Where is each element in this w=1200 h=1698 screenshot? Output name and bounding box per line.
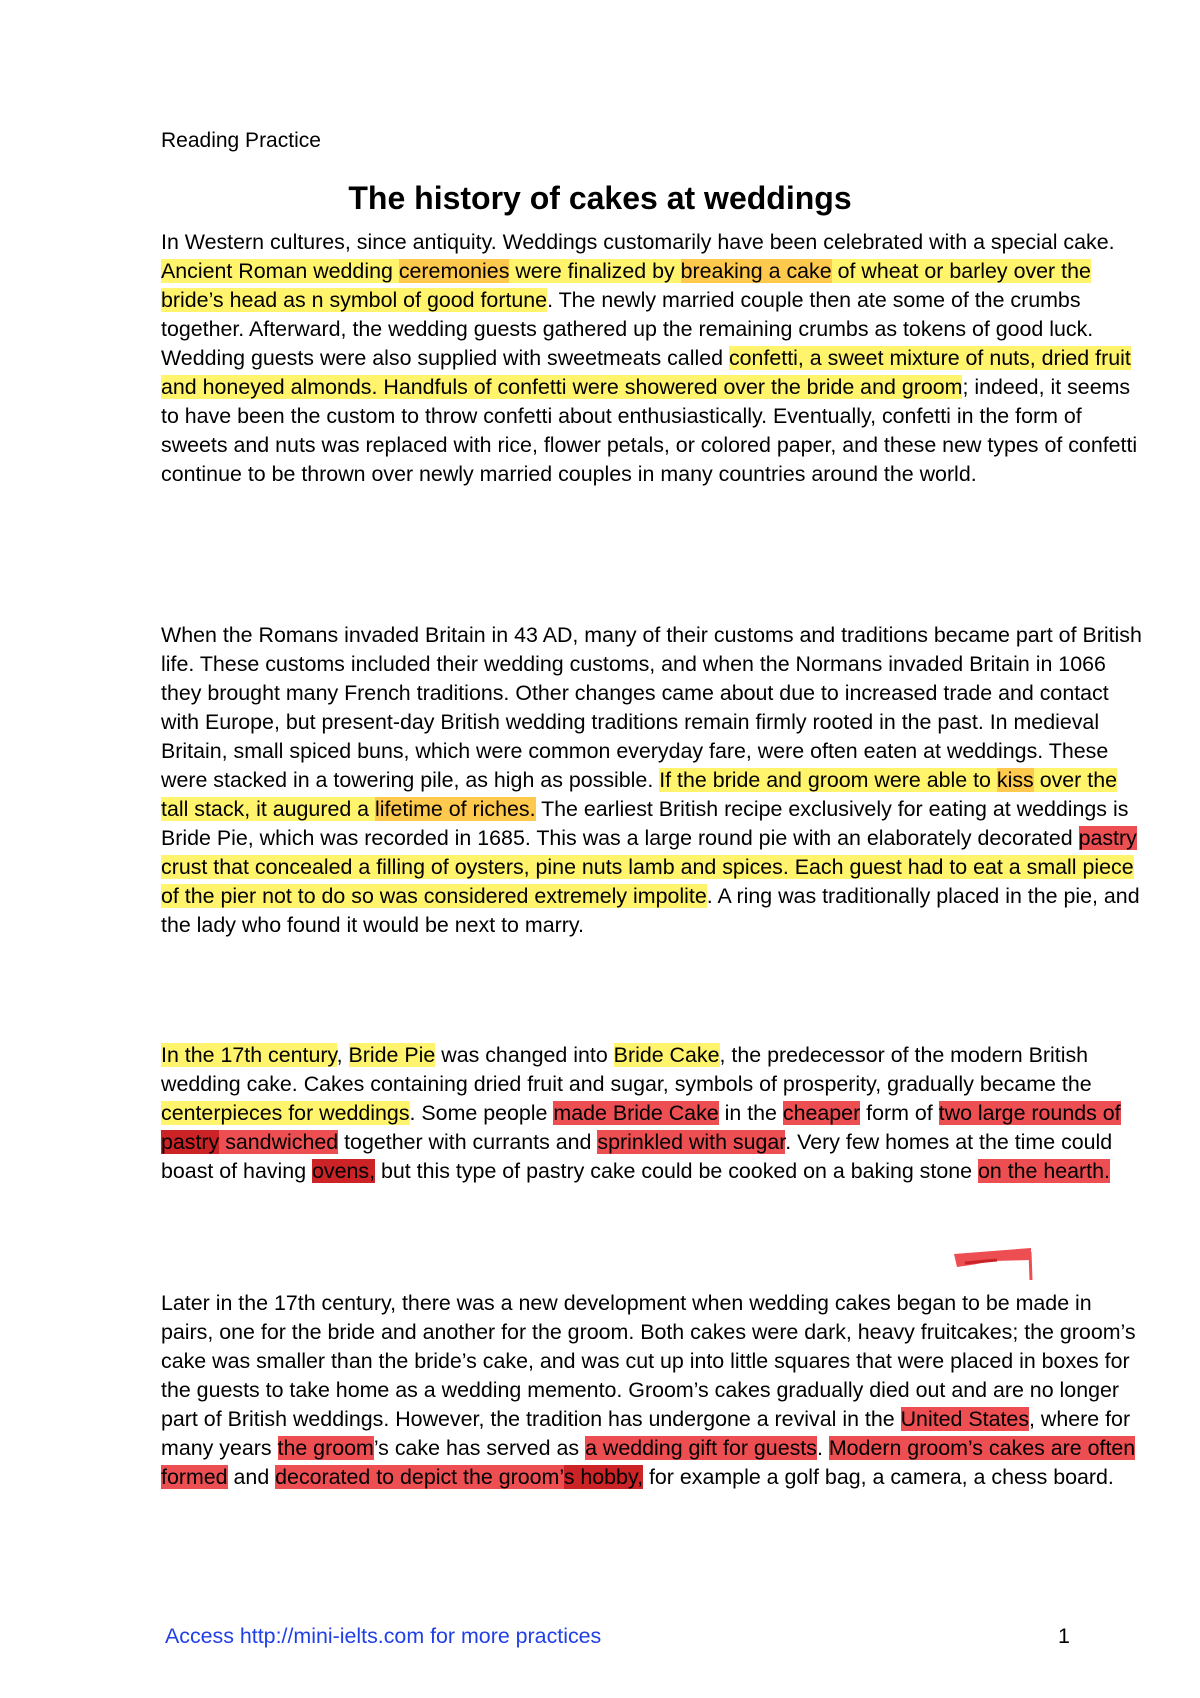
handwritten-red-mark bbox=[953, 1240, 1033, 1285]
text-run: . A ring was traditionally placed in the pie, and the lady who found it would be next to marry. bbox=[161, 884, 1140, 937]
highlight-red: a wedding gift for guests bbox=[585, 1436, 817, 1460]
paragraph-3 bbox=[161, 1041, 1146, 1186]
highlight-red: on the hearth. bbox=[977, 1159, 1110, 1183]
highlight-red: two large rounds of bbox=[938, 1101, 1121, 1125]
text-run: ; indeed, it seems to have been the custom to throw confetti about enthusiastically. Eventually, confetti in the form of sweets and nuts was replaced with rice, flower petals, or colored paper, and these new types of confetti continue to be thrown over newly married couples in many countries around the world. bbox=[161, 375, 1138, 486]
highlight-orange: ceremonies bbox=[398, 259, 510, 283]
text-run: and bbox=[227, 1465, 276, 1489]
highlight-red: the groom bbox=[277, 1436, 374, 1460]
highlight-yellow: Bride Pie bbox=[348, 1043, 436, 1067]
highlight-red: sprinkled with sugar bbox=[597, 1130, 786, 1154]
text-run: When the Romans invaded Britain in 43 AD, many of their customs and traditions became part of British life. These customs included their wedding customs, and when the Normans invaded Britain in 1066 they brought many French traditions. Other changes came about due to increased trade and contact with Europe, but present-day British wedding traditions remain firmly rooted in the past. In medieval Britain, small spiced buns, which were common everyday fare, were often eaten at weddings. These were stacked in a towering pile, as high as possible. bbox=[161, 623, 1142, 792]
highlight-red: decorated to depict the groom’ bbox=[275, 1465, 564, 1489]
text-run: form of bbox=[860, 1101, 939, 1125]
header-label: Reading Practice bbox=[161, 129, 321, 152]
text-run: The earliest British recipe exclusively for eating at weddings is Bride Pie, which was recorded in 1685. This was a large round pie with an elaborately decorated bbox=[161, 797, 1129, 850]
highlight-red: United States bbox=[900, 1407, 1030, 1431]
highlight-red: made Bride Cake bbox=[553, 1101, 719, 1125]
highlight-red: cheaper bbox=[782, 1101, 861, 1125]
text-run: was changed into bbox=[435, 1043, 614, 1067]
highlight-yellow: crust that concealed a filling of oysters, pine nuts lamb and spices. Each guest had to eat a small piece of the pier not to do so was considered extremely impolite bbox=[161, 855, 1134, 908]
paragraph-4 bbox=[161, 1289, 1146, 1492]
highlight-dark-red: ovens, bbox=[312, 1159, 376, 1183]
paragraph-2 bbox=[161, 621, 1146, 940]
highlight-red: Modern groom’s cakes are often formed bbox=[161, 1436, 1136, 1489]
page-title: The history of cakes at weddings bbox=[348, 180, 852, 216]
highlight-dark-red: s hobby, bbox=[563, 1465, 644, 1489]
highlight-orange: lifetime of riches. bbox=[375, 797, 536, 821]
text-run: , the predecessor of the modern British wedding cake. Cakes containing dried fruit and sugar, symbols of prosperity, gradually became the bbox=[161, 1043, 1092, 1096]
text-run: in the bbox=[718, 1101, 783, 1125]
highlight-dark-red: pastry bbox=[161, 1130, 220, 1154]
highlight-red: pastry bbox=[1078, 826, 1137, 850]
text-run: . The newly married couple then ate some of the crumbs together. Afterward, the wedding guests gathered up the remaining crumbs as tokens of good luck. Wedding guests were also supplied with sweetmeats called bbox=[161, 288, 1094, 370]
footer-link[interactable]: Access http://mini-ielts.com for more practices bbox=[165, 1624, 602, 1648]
page-number: 1 bbox=[1058, 1624, 1070, 1648]
highlight-yellow: confetti, a sweet mixture of nuts, dried fruit and honeyed almonds. Handfuls of confetti were showered over the bride and groom bbox=[161, 346, 1131, 399]
text-run: . bbox=[816, 1436, 829, 1460]
text-run: but this type of pastry cake could be cooked on a baking stone bbox=[375, 1159, 978, 1183]
text-run: for example a golf bag, a camera, a chess board. bbox=[643, 1465, 1114, 1489]
text-run: , bbox=[336, 1043, 349, 1067]
text-run: In Western cultures, since antiquity. Weddings customarily have been celebrated with a special cake. bbox=[161, 230, 1115, 254]
highlight-orange: breaking a cake bbox=[680, 259, 832, 283]
paragraph-1 bbox=[161, 228, 1146, 489]
highlight-yellow: centerpieces for weddings bbox=[161, 1101, 410, 1125]
highlight-orange: kiss bbox=[996, 768, 1034, 792]
text-run: . Some people bbox=[409, 1101, 554, 1125]
highlight-yellow: over the tall stack, it augured a bbox=[161, 768, 1117, 821]
text-run: ’s cake has served as bbox=[373, 1436, 586, 1460]
highlight-yellow: were finalized by bbox=[509, 259, 681, 283]
text-run: together with currants and bbox=[338, 1130, 598, 1154]
text-run: , where for many years bbox=[161, 1407, 1131, 1460]
highlight-yellow: of wheat or barley over the bride’s head as n symbol of good fortune bbox=[161, 259, 1091, 312]
highlight-yellow: Bride Cake bbox=[613, 1043, 720, 1067]
highlight-yellow: Ancient Roman wedding bbox=[161, 259, 399, 283]
highlight-yellow: If the bride and groom were able to bbox=[659, 768, 997, 792]
highlight-red: sandwiched bbox=[219, 1130, 339, 1154]
highlight-yellow: In the 17th century bbox=[161, 1043, 337, 1067]
text-run: Later in the 17th century, there was a new development when wedding cakes began to be made in pairs, one for the bride and another for the groom. Both cakes were dark, heavy fruitcakes; the groom’s cake was smaller than the bride’s cake, and was cut up into little squares that were placed in boxes for the guests to take home as a wedding memento. Groom’s cakes gradually died out and are no longer part of British weddings. However, the tradition has undergone a revival in the bbox=[161, 1291, 1136, 1431]
text-run: . Very few homes at the time could boast of having bbox=[161, 1130, 1113, 1183]
